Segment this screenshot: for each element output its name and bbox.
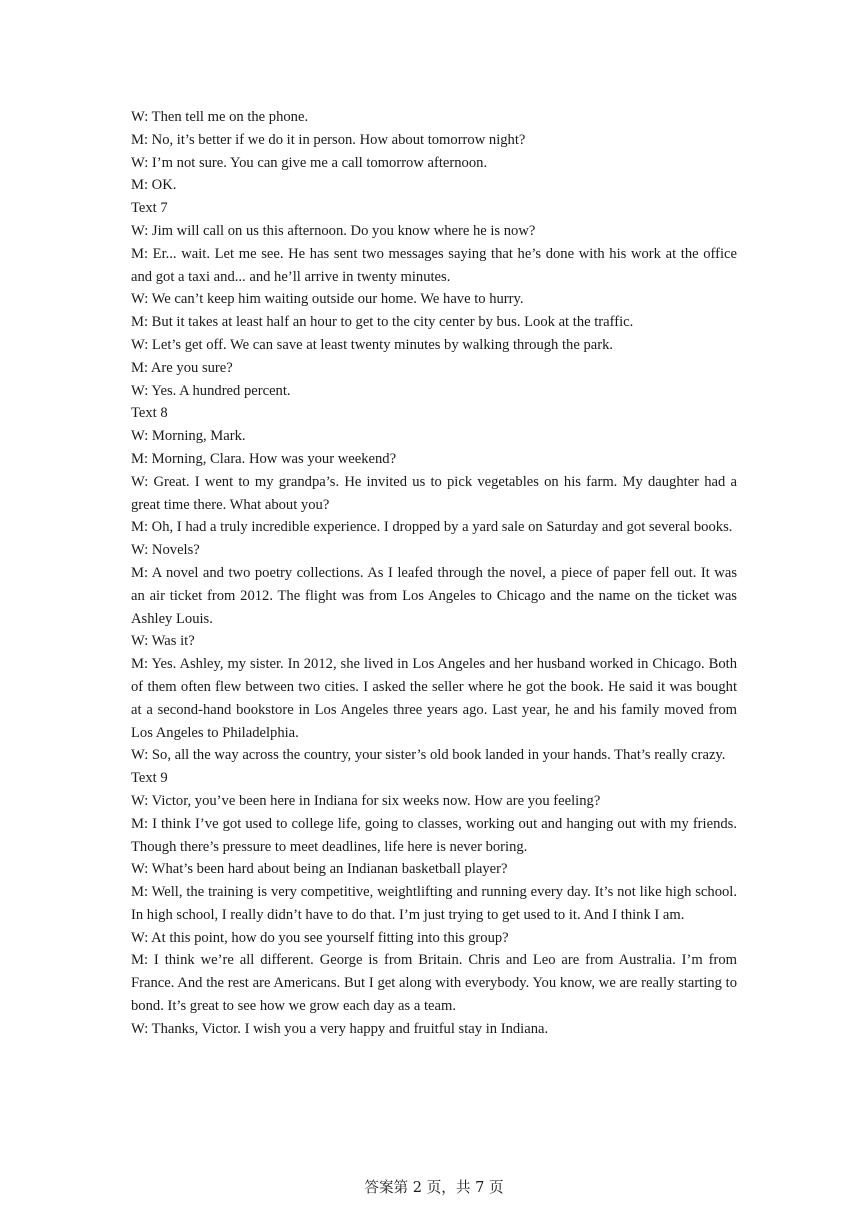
transcript-line: W: So, all the way across the country, your sister’s old book landed in your hands. That’s really crazy. bbox=[131, 747, 726, 764]
transcript-line: W: What’s been hard about being an Indianan basketball player? bbox=[131, 861, 508, 878]
transcript-line: M: A novel and two poetry collections. As I leafed through the novel, a piece of paper fell out. It was an air ticket from 2012. The flight was from Los Angeles to Chicago and the name on the ticket was Ashley Louis. bbox=[131, 564, 737, 627]
transcript-line: M: Er... wait. Let me see. He has sent two messages saying that he’s done with his work at the office and got a taxi and... and he’ll arrive in twenty minutes. bbox=[131, 245, 737, 285]
transcript-line: W: Morning, Mark. bbox=[131, 428, 246, 445]
transcript-line: W: Great. I went to my grandpa’s. He invited us to pick vegetables on his farm. My daughter had a great time there. What about you? bbox=[131, 473, 737, 513]
section-heading: Text 9 bbox=[131, 770, 168, 787]
transcript-line: W: Jim will call on us this afternoon. Do you know where he is now? bbox=[131, 222, 536, 239]
transcript-line: W: At this point, how do you see yourself fitting into this group? bbox=[131, 929, 509, 946]
transcript-line: W: Victor, you’ve been here in Indiana for six weeks now. How are you feeling? bbox=[131, 792, 601, 809]
transcript-line: W: Yes. A hundred percent. bbox=[131, 382, 291, 399]
transcript-line: M: Well, the training is very competitive, weightlifting and running every day. It’s not like high school. In high school, I really didn’t have to do that. I’m just trying to get used to it. And I think I am. bbox=[131, 884, 737, 923]
section-heading: Text 7 bbox=[131, 200, 168, 217]
transcript-line: W: Then tell me on the phone. bbox=[131, 109, 309, 125]
transcript-line: W: Thanks, Victor. I wish you a very happy and fruitful stay in Indiana. bbox=[131, 1020, 549, 1037]
transcript-line: M: Oh, I had a truly incredible experience. I dropped by a yard sale on Saturday and got several books. bbox=[131, 519, 733, 536]
transcript-line: W: I’m not sure. You can give me a call tomorrow afternoon. bbox=[131, 154, 488, 171]
transcript-line: M: I think we’re all different. George is from Britain. Chris and Leo are from Australia. I’m from France. And the rest are Americans. But I get along with everybody. You know, we are really starting to bond. It’s great to see how we grow each day as a team. bbox=[131, 952, 737, 1015]
section-heading: Text 8 bbox=[131, 405, 168, 422]
transcript-line: M: Morning, Clara. How was your weekend? bbox=[131, 450, 397, 467]
transcript-line: W: Novels? bbox=[131, 542, 200, 559]
transcript-body bbox=[131, 106, 737, 1041]
transcript-line: W: We can’t keep him waiting outside our home. We have to hurry. bbox=[131, 291, 524, 308]
page-footer: 答案第 2 页，共 7 页 bbox=[364, 1179, 504, 1196]
transcript-line: M: No, it’s better if we do it in person. How about tomorrow night? bbox=[131, 131, 526, 148]
transcript-line: M: OK. bbox=[131, 177, 177, 194]
transcript-line: M: But it takes at least half an hour to get to the city center by bus. Look at the traffic. bbox=[131, 314, 634, 331]
transcript-line: M: Yes. Ashley, my sister. In 2012, she lived in Los Angeles and her husband worked in Chicago. Both of them often flew between two cities. I asked the seller where he got the book. He said it was bought at a second-hand bookstore in Los Angeles three years ago. Last year, he and his family moved from Los Angeles to Philadelphia. bbox=[131, 656, 737, 741]
transcript-line: M: Are you sure? bbox=[131, 359, 233, 376]
transcript-line: W: Was it? bbox=[131, 633, 195, 650]
transcript-line: W: Let’s get off. We can save at least twenty minutes by walking through the park. bbox=[131, 336, 614, 353]
transcript-line: M: I think I’ve got used to college life, going to classes, working out and hanging out with my friends. Though there’s pressure to meet deadlines, life here is never boring. bbox=[131, 815, 737, 855]
